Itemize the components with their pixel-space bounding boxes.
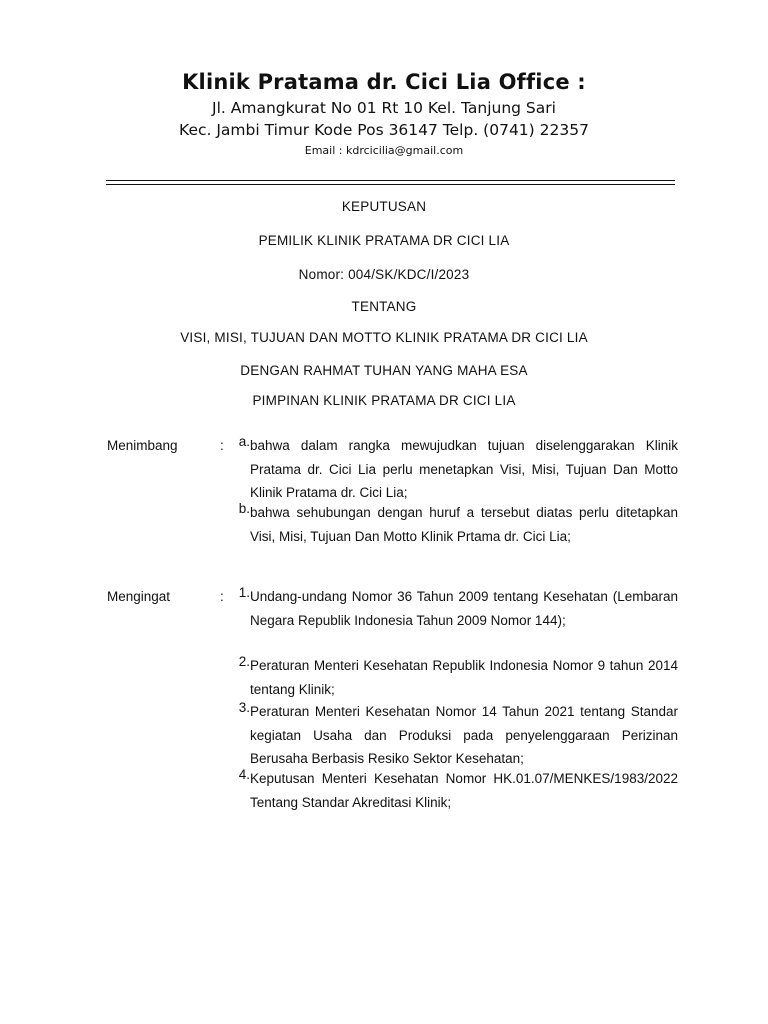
address-line-1: Jl. Amangkurat No 01 Rt 10 Kel. Tanjung Sari xyxy=(212,99,556,117)
address-line-2: Kec. Jambi Timur Kode Pos 36147 Telp. (0741) 22357 xyxy=(179,121,589,139)
mengingat-item-4 xyxy=(228,767,678,814)
decree-authority: PIMPINAN KLINIK PRATAMA DR CICI LIA xyxy=(252,393,516,408)
list-item-text: Peraturan Menteri Kesehatan Republik Indonesia Nomor 9 tahun 2014 tentang Klinik; xyxy=(250,658,678,697)
mengingat-item-1 xyxy=(228,585,678,632)
decree-about: TENTANG xyxy=(351,299,417,314)
list-marker: 2. xyxy=(238,654,250,669)
email-line: Email : kdrcicilia@gmail.com xyxy=(304,144,464,157)
header-divider-top xyxy=(106,180,675,181)
list-marker: 4. xyxy=(238,767,250,782)
clinic-name: Klinik Pratama dr. Cici Lia Office : xyxy=(182,70,586,94)
list-item-text: bahwa sehubungan dengan huruf a tersebut diatas perlu ditetapkan Visi, Misi, Tujuan Dan Motto Klinik Prtama dr. Cici Lia; xyxy=(250,505,678,544)
list-marker: a. xyxy=(238,434,250,449)
mengingat-colon: : xyxy=(220,589,224,604)
mengingat-item-3 xyxy=(228,700,678,771)
decree-blessing: DENGAN RAHMAT TUHAN YANG MAHA ESA xyxy=(240,363,528,378)
mengingat-label: Mengingat xyxy=(107,589,171,604)
menimbang-label: Menimbang xyxy=(107,438,178,453)
list-item-text: bahwa dalam rangka mewujudkan tujuan diselenggarakan Klinik Pratama dr. Cici Lia perlu menetapkan Visi, Misi, Tujuan Dan Motto Klinik Pratama dr. Cici Lia; xyxy=(250,438,678,500)
decree-issuer: PEMILIK KLINIK PRATAMA DR CICI LIA xyxy=(258,233,510,248)
list-item-text: Keputusan Menteri Kesehatan Nomor HK.01.07/MENKES/1983/2022 Tentang Standar Akreditasi Klinik; xyxy=(250,771,678,810)
header-divider-bottom xyxy=(106,184,675,185)
list-item-text: Peraturan Menteri Kesehatan Nomor 14 Tahun 2021 tentang Standar kegiatan Usaha dan Produksi pada penyelenggaraan Perizinan Berusaha Berbasis Resiko Sektor Kesehatan; xyxy=(250,704,678,766)
list-marker: 1. xyxy=(238,585,250,600)
decree-subject: VISI, MISI, TUJUAN DAN MOTTO KLINIK PRATAMA DR CICI LIA xyxy=(180,330,588,345)
menimbang-item-a xyxy=(228,434,678,505)
mengingat-item-2 xyxy=(228,654,678,701)
decree-title: KEPUTUSAN xyxy=(341,199,427,214)
decree-number: Nomor: 004/SK/KDC/I/2023 xyxy=(298,267,470,282)
menimbang-colon: : xyxy=(220,438,224,453)
list-marker: 3. xyxy=(238,700,250,715)
list-item-text: Undang-undang Nomor 36 Tahun 2009 tentang Kesehatan (Lembaran Negara Republik Indonesia Tahun 2009 Nomor 144); xyxy=(250,589,678,628)
list-marker: b. xyxy=(238,501,250,516)
menimbang-item-b xyxy=(228,501,678,548)
